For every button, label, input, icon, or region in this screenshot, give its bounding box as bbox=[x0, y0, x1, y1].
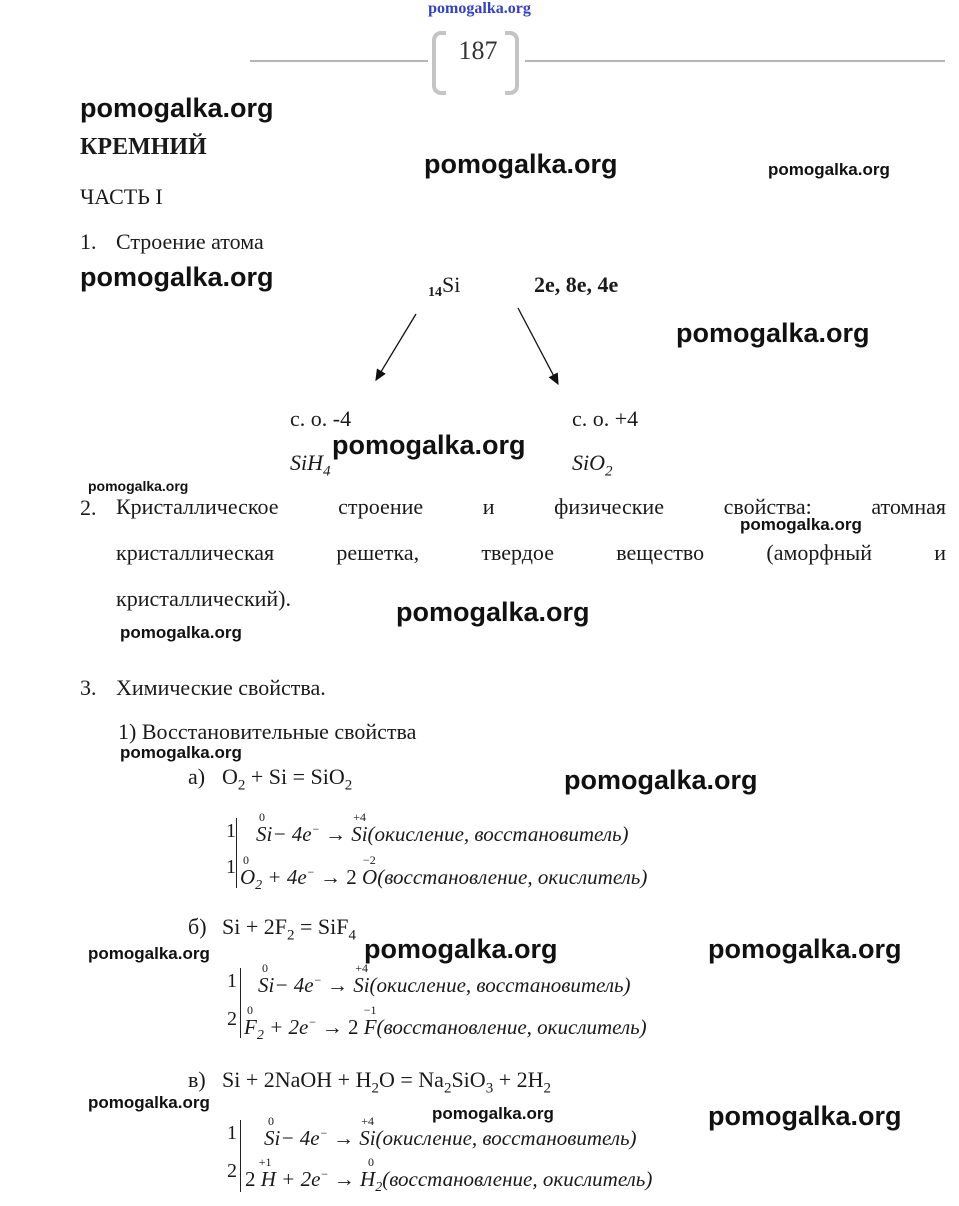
eq-sub: 2 bbox=[237, 777, 246, 794]
ox-state: −2 bbox=[363, 853, 376, 867]
reaction-b-label: б) bbox=[188, 914, 207, 939]
watermark: pomogalka.org bbox=[364, 934, 558, 964]
oxidation-arrows bbox=[360, 300, 580, 400]
species bbox=[362, 853, 378, 889]
eq-sub: 2 bbox=[371, 1080, 379, 1097]
species-text: Si bbox=[353, 973, 370, 997]
ox-state: 0 bbox=[368, 1155, 375, 1169]
half-reaction-b-2 bbox=[244, 1003, 647, 1044]
watermark: pomogalka.org bbox=[708, 1101, 902, 1131]
ox-state: 0 bbox=[262, 961, 268, 975]
eq-part: (восстановление, окислитель) bbox=[376, 1015, 647, 1039]
eq-sup: − bbox=[311, 822, 320, 836]
species-text: H bbox=[360, 1167, 376, 1191]
header-rule-right bbox=[525, 60, 945, 62]
section-1-heading: Строение атома bbox=[116, 229, 264, 254]
eq-part: 2 bbox=[245, 1167, 256, 1191]
species bbox=[360, 1155, 376, 1191]
balance-a-coef-2: 1 bbox=[226, 856, 236, 878]
species bbox=[244, 1003, 257, 1039]
ox-state: 0 bbox=[259, 810, 265, 824]
eq-sup: − bbox=[313, 973, 322, 987]
section-2-line-3: кристаллический). bbox=[116, 586, 292, 611]
page-number-bracket-left bbox=[432, 31, 446, 95]
arrow-text: → bbox=[324, 822, 346, 846]
half-reaction-a-1 bbox=[256, 810, 629, 847]
watermark: pomogalka.org bbox=[424, 149, 618, 179]
eq-part: (восстановление, окислитель) bbox=[377, 865, 648, 889]
eq-sub: 2 bbox=[443, 1080, 452, 1097]
watermark: pomogalka.org bbox=[564, 765, 758, 795]
oxidation-state-minus4: с. о. -4 bbox=[290, 406, 352, 431]
arrow-text: → 2 bbox=[320, 865, 357, 889]
eq-part: + 4e bbox=[262, 865, 307, 889]
species bbox=[359, 1114, 376, 1150]
arrow-left bbox=[376, 314, 416, 380]
reaction-b-equation bbox=[222, 914, 356, 944]
arrow-text: → 2 bbox=[321, 1015, 359, 1039]
eq-part: (окисление, восстановитель) bbox=[369, 973, 631, 997]
arrow-text: → bbox=[326, 973, 348, 997]
species-text: Si bbox=[256, 822, 273, 846]
reaction-v-label: в) bbox=[188, 1067, 206, 1092]
half-reaction-a-2 bbox=[240, 853, 648, 894]
watermark: pomogalka.org bbox=[120, 743, 242, 762]
watermark: pomogalka.org bbox=[432, 1104, 554, 1123]
species-text: H bbox=[260, 1167, 276, 1191]
balance-bar-b bbox=[240, 968, 241, 1038]
watermark: pomogalka.org bbox=[740, 515, 862, 534]
ox-state: +4 bbox=[353, 810, 366, 824]
eq-part: + Si = SiO bbox=[245, 764, 345, 789]
part-heading: ЧАСТЬ I bbox=[80, 184, 163, 209]
arrow-text: → bbox=[333, 1167, 355, 1191]
balance-b-coef-2: 2 bbox=[227, 1008, 237, 1030]
balance-bar-a bbox=[236, 818, 237, 888]
compound-sio2-base: SiO bbox=[572, 450, 605, 475]
balance-b-coef-1: 1 bbox=[227, 970, 237, 992]
watermark: pomogalka.org bbox=[676, 318, 870, 348]
eq-part: O bbox=[222, 764, 238, 789]
eq-part: SiO bbox=[451, 1067, 486, 1092]
oxidation-state-plus4: с. о. +4 bbox=[572, 406, 639, 431]
eq-sub: 2 bbox=[344, 777, 353, 794]
species-text: O bbox=[362, 865, 378, 889]
eq-sup: − bbox=[306, 865, 315, 879]
eq-part: (восстановление, окислитель) bbox=[382, 1167, 653, 1191]
ox-state: +4 bbox=[355, 961, 368, 975]
ox-state: −1 bbox=[363, 1003, 377, 1017]
top-watermark: pomogalka.org bbox=[428, 0, 531, 17]
page-number: 187 bbox=[458, 36, 498, 65]
eq-sub: 2 bbox=[375, 1180, 383, 1196]
watermark: pomogalka.org bbox=[80, 262, 274, 292]
arrow-text: → bbox=[332, 1126, 354, 1150]
header-rule-left bbox=[250, 60, 428, 62]
eq-sub: 2 bbox=[256, 1028, 264, 1044]
species bbox=[256, 810, 273, 846]
ox-state: 0 bbox=[243, 853, 249, 867]
ox-state: +1 bbox=[258, 1155, 272, 1169]
section-2-number: 2. bbox=[80, 495, 97, 520]
reaction-v-equation bbox=[222, 1067, 551, 1097]
eq-part: = SiF bbox=[294, 914, 349, 939]
watermark: pomogalka.org bbox=[396, 597, 590, 627]
eq-sub: 2 bbox=[255, 878, 263, 894]
species-text: O bbox=[240, 865, 256, 889]
species bbox=[258, 1155, 276, 1191]
section-1-number: 1. bbox=[80, 229, 97, 254]
ox-state: 0 bbox=[268, 1114, 274, 1128]
watermark: pomogalka.org bbox=[88, 944, 210, 963]
balance-a-coef-1: 1 bbox=[226, 820, 236, 842]
reaction-a-equation bbox=[222, 764, 352, 794]
watermark: pomogalka.org bbox=[120, 623, 242, 642]
compound-sio2 bbox=[572, 450, 613, 480]
species bbox=[258, 961, 275, 997]
species-text: Si bbox=[258, 973, 275, 997]
watermark: pomogalka.org bbox=[80, 93, 274, 123]
eq-part: O = Na bbox=[378, 1067, 444, 1092]
species-text: F bbox=[244, 1015, 257, 1039]
balance-bar-v bbox=[240, 1120, 241, 1192]
eq-part: − 4e bbox=[280, 1126, 320, 1150]
atomic-number: 14 bbox=[428, 285, 442, 300]
species bbox=[240, 853, 256, 889]
watermark: pomogalka.org bbox=[88, 1093, 210, 1112]
eq-sup: − bbox=[319, 1126, 328, 1140]
section-2-line-2: кристаллическая решетка, твердое вещество (аморфный и bbox=[116, 540, 946, 565]
compound-sih4-sub: 4 bbox=[323, 463, 331, 480]
eq-part: (окисление, восстановитель) bbox=[367, 822, 629, 846]
watermark: pomogalka.org bbox=[88, 478, 189, 494]
eq-part: + 2e bbox=[275, 1167, 321, 1191]
species bbox=[264, 1114, 281, 1150]
compound-sio2-sub: 2 bbox=[605, 463, 613, 480]
page-title: КРЕМНИЙ bbox=[80, 134, 207, 160]
watermark: pomogalka.org bbox=[332, 430, 526, 460]
eq-sub: 2 bbox=[287, 927, 295, 944]
watermark: pomogalka.org bbox=[708, 934, 902, 964]
half-reaction-b-1 bbox=[258, 961, 631, 998]
species-text: Si bbox=[351, 822, 368, 846]
subsection-1-heading: 1) Восстановительные свойства bbox=[118, 719, 417, 744]
ox-state: +4 bbox=[361, 1114, 374, 1128]
element-symbol bbox=[428, 272, 460, 301]
electron-configuration: 2e, 8e, 4e bbox=[534, 272, 619, 297]
eq-part: Si + 2NaOH + H bbox=[222, 1067, 372, 1092]
eq-sub: 4 bbox=[348, 927, 356, 944]
eq-sup: − bbox=[308, 1015, 317, 1029]
eq-part: − 4e bbox=[274, 973, 314, 997]
species bbox=[353, 961, 370, 997]
eq-sup: − bbox=[320, 1167, 329, 1181]
eq-part: − 4e bbox=[272, 822, 312, 846]
eq-sub: 2 bbox=[543, 1080, 551, 1097]
section-3-heading: Химические свойства. bbox=[116, 675, 326, 700]
half-reaction-v-1 bbox=[264, 1114, 637, 1151]
species-text: Si bbox=[359, 1126, 376, 1150]
reaction-a-label: а) bbox=[188, 764, 206, 789]
eq-part: (окисление, восстановитель) bbox=[375, 1126, 637, 1150]
compound-sih4 bbox=[290, 450, 331, 480]
eq-sub: 3 bbox=[485, 1080, 494, 1097]
section-3-number: 3. bbox=[80, 675, 97, 700]
species bbox=[351, 810, 368, 846]
watermark: pomogalka.org bbox=[768, 160, 890, 179]
species bbox=[363, 1003, 377, 1039]
compound-sih4-base: SiH bbox=[290, 450, 323, 475]
element-letters: Si bbox=[442, 272, 461, 297]
arrow-right bbox=[518, 308, 558, 384]
species-text: F bbox=[363, 1015, 377, 1039]
section-2-line-1: Кристаллическое строение и физические свойства: атомная bbox=[116, 494, 946, 519]
eq-part: Si + 2F bbox=[222, 914, 287, 939]
half-reaction-v-2 bbox=[245, 1155, 653, 1196]
balance-v-coef-1: 1 bbox=[227, 1122, 237, 1144]
eq-part: + 2H bbox=[493, 1067, 544, 1092]
ox-state: 0 bbox=[247, 1003, 253, 1017]
balance-v-coef-2: 2 bbox=[227, 1160, 237, 1182]
eq-part: + 2e bbox=[263, 1015, 309, 1039]
species-text: Si bbox=[264, 1126, 281, 1150]
